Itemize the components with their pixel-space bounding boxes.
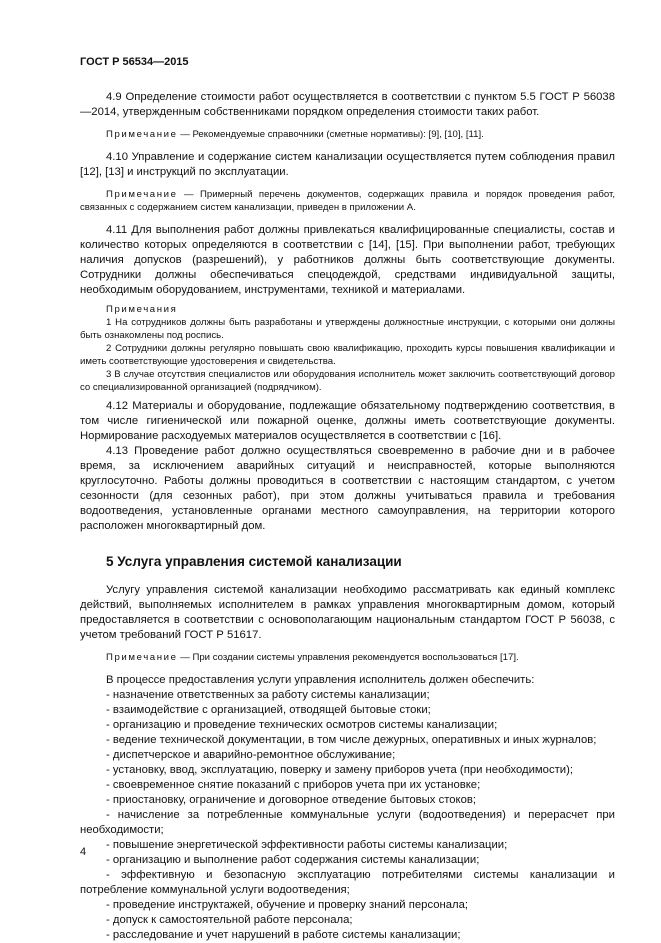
note-item: 1 На сотрудников должны быть разработаны и утверждены должностные инструкции, с которыми они должны быть ознакомлены под роспись.	[80, 317, 615, 341]
note-text: — Примерный перечень документов, содержащих правила и порядок проведения работ, связанных с содержанием систем канализации, приведен в приложении А.	[80, 188, 615, 213]
document-header: ГОСТ Р 56534—2015	[80, 56, 189, 68]
list-item: - организацию и выполнение работ содержания системы канализации;	[106, 853, 480, 866]
notes-label: Примечания	[106, 303, 178, 315]
note-item: 2 Сотрудники должны регулярно повышать свою квалификацию, проходить курсы повышения квалификации и иметь соответствующие удостоверения и свидетельства.	[80, 343, 615, 367]
list-item: - установку, ввод, эксплуатацию, поверку и замену приборов учета (при необходимости);	[106, 763, 573, 776]
section-5-title: 5 Услуга управления системой канализации	[106, 554, 402, 569]
list-item: - своевременное снятие показаний с приборов учета при их установке;	[106, 778, 481, 791]
list-item: - диспетчерское и аварийно-ремонтное обслуживание;	[106, 748, 396, 761]
document-body	[80, 90, 615, 943]
list-item: - проведение инструктажей, обучение и проверку знаний персонала;	[106, 898, 469, 911]
list-lead: В процессе предоставления услуги управления исполнитель должен обеспечить:	[106, 673, 535, 686]
list-item: - взаимодействие с организацией, отводящей бытовые стоки;	[106, 703, 431, 716]
clause-4-9: 4.9 Определение стоимости работ осуществляется в соответствии с пунктом 5.5 ГОСТ Р 56038—2014, утвержденным собственниками порядком определения стоимости таких работ.	[80, 91, 615, 118]
list-item: - допуск к самостоятельной работе персонала;	[106, 913, 353, 926]
note-text: — Рекомендуемые справочники (сметные нормативы): [9], [10], [11].	[177, 129, 484, 140]
list-item: - ведение технической документации, в том числе дежурных, оперативных и иных журналов;	[106, 733, 597, 746]
page-number: 4	[80, 846, 87, 858]
obligations-list	[80, 688, 615, 943]
clause-4-10: 4.10 Управление и содержание систем канализации осуществляется путем соблюдения правил [12], [13] и инструкций по эксплуатации.	[80, 150, 615, 178]
note-4-9	[80, 128, 615, 142]
note-text: — При создании системы управления рекомендуется воспользоваться [17].	[177, 652, 519, 663]
list-item: - назначение ответственных за работу системы канализации;	[106, 688, 430, 701]
note-label: Примечание	[106, 652, 178, 663]
list-item: - расследование и учет нарушений в работе системы канализации;	[106, 928, 461, 941]
list-item: - повышение энергетической эффективности работы системы канализации;	[106, 838, 508, 851]
note-label: Примечание	[106, 129, 178, 140]
list-item: - эффективную и безопасную эксплуатацию потребителями системы канализации и потребление коммунальной услуги водоотведения;	[80, 868, 615, 896]
note-4-10	[80, 188, 615, 215]
note-item: 3 В случае отсутствия специалистов или оборудования исполнитель может заключить соответствующий договор со специализированной организацией (подрядчиком).	[80, 369, 615, 393]
list-item: - организацию и проведение технических осмотров системы канализации;	[106, 718, 498, 731]
clause-4-11: 4.11 Для выполнения работ должны привлекаться квалифицированные специалисты, состав и количество которых определяются в соответствии с [14], [15]. При выполнении работ, требующих наличия допусков (разрешений), у работников должны быть соответствующие документы. Сотрудники должны обеспечиваться спецодеждой, средствами индивидуальной защиты, необходимым оборудованием, инструментами, техникой и материалами.	[80, 223, 615, 296]
section-5-note	[80, 651, 615, 665]
clause-4-12: 4.12 Материалы и оборудование, подлежащие обязательному подтверждению соответствия, в том числе гигиенической или пожарной оценке, должны иметь соответствующие документы. Нормирование расходуемых материалов осуществляется в соответствии с [16].	[80, 400, 615, 442]
section-5-intro: Услугу управления системой канализации необходимо рассматривать как единый комплекс действий, выполняемых исполнителем в рамках управления многоквартирным домом, который предоставляется в соответствии с основополагающим национальным стандартом ГОСТ Р 56038, с учетом требований ГОСТ Р 51617.	[80, 584, 615, 641]
note-label: Примечание	[106, 188, 178, 200]
list-item: - начисление за потребленные коммунальные услуги (водоотведения) и перерасчет при необходимости;	[80, 808, 615, 836]
clause-4-13: 4.13 Проведение работ должно осуществляться своевременно в рабочие дни и в рабочее время, за исключением аварийных ситуаций и неисправностей, которые выполняются круглосуточно. Работы должны проводиться в соответствии с настоящим стандартом, с учетом сезонности (для сезонных работ), при этом должны учитываться правила и требования водоотведения, установленные органами местного самоуправления, на территории которого расположен многоквартирный дом.	[80, 445, 615, 532]
list-item: - приостановку, ограничение и договорное отведение бытовых стоков;	[106, 793, 477, 806]
